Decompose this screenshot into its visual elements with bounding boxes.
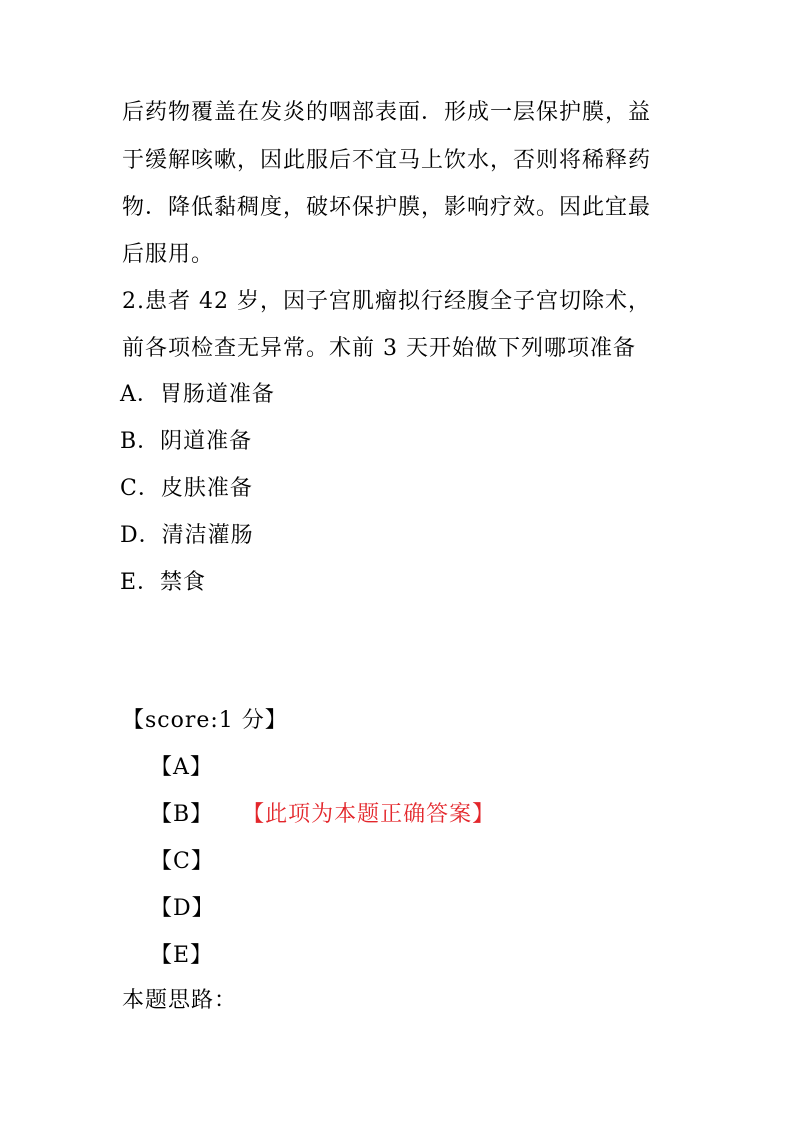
option-b: B．阴道准备	[120, 429, 253, 454]
answer-label: 【C】	[150, 849, 214, 874]
question-stem-line: 前各项检查无异常。术前 3 天开始做下列哪项准备	[122, 336, 636, 361]
answer-label: 【A】	[150, 755, 213, 780]
explanation-line: 于缓解咳嗽，因此服后不宜马上饮水，否则将稀释药	[122, 148, 652, 173]
analysis-label: 本题思路：	[122, 988, 238, 1013]
question-stem-line: 2.患者 42 岁，因子宫肌瘤拟行经腹全子宫切除术，	[122, 289, 651, 314]
answer-row-d	[150, 894, 215, 924]
answer-row-c	[150, 847, 214, 877]
answer-label: 【E】	[150, 943, 214, 968]
score-label: 【score:1 分】	[122, 708, 288, 733]
answer-row-b	[150, 800, 495, 830]
explanation-line: 后服用。	[122, 242, 215, 267]
explanation-line: 后药物覆盖在发炎的咽部表面．形成一层保护膜，益	[122, 100, 652, 125]
correct-answer-note: 【此项为本题正确答案】	[253, 802, 496, 827]
option-d: D．清洁灌肠	[120, 523, 254, 548]
option-e: E．禁食	[120, 570, 207, 595]
answer-row-a	[150, 753, 213, 783]
answer-row-e	[150, 941, 213, 971]
option-a: A．胃肠道准备	[120, 382, 275, 407]
explanation-line: 物．降低黏稠度，破坏保护膜，影响疗效。因此宜最	[122, 195, 652, 220]
option-c: C．皮肤准备	[120, 476, 253, 501]
answer-label: 【B】	[150, 802, 214, 827]
answer-label: 【D】	[150, 896, 215, 921]
